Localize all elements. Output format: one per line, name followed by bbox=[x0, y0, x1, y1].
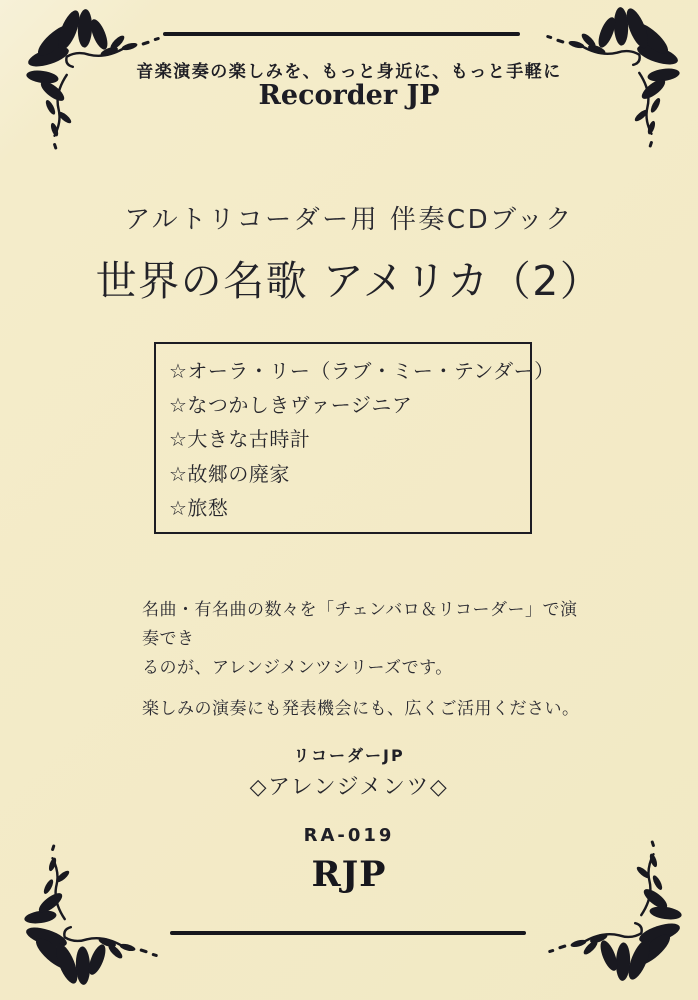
description-line: 名曲・有名曲の数々を「チェンバロ＆リコーダー」で演奏でき bbox=[142, 600, 578, 649]
catalog-number: RA-019 bbox=[303, 825, 395, 846]
song-item: ☆故郷の廃家 bbox=[169, 461, 290, 486]
description-paragraph-2: 楽しみの演奏にも発表機会にも、広くご活用ください。 bbox=[142, 699, 580, 719]
series-name: ◇アレンジメンツ◇ bbox=[249, 775, 449, 800]
song-item: ☆なつかしきヴァージニア bbox=[169, 393, 413, 418]
main-title: 世界の名歌 アメリカ（2） bbox=[95, 257, 603, 305]
description-block bbox=[142, 596, 592, 724]
brand-logotype: Recorder JP bbox=[258, 80, 440, 111]
description-line: るのが、アレンジメンツシリーズです。 bbox=[142, 658, 453, 678]
song-item: ☆大きな古時計 bbox=[169, 427, 311, 452]
publisher-logo: RJP bbox=[311, 854, 387, 895]
description-paragraph-1 bbox=[142, 596, 592, 683]
tagline: 音楽演奏の楽しみを、もっと身近に、もっと手軽に bbox=[136, 62, 562, 82]
song-item: ☆旅愁 bbox=[169, 496, 229, 521]
song-list-box bbox=[154, 342, 555, 534]
top-rule bbox=[163, 32, 520, 36]
category-subtitle: アルトリコーダー用 伴奏CDブック bbox=[124, 205, 574, 235]
footer-brand: リコーダーJP bbox=[293, 746, 405, 765]
song-item: ☆オーラ・リー（ラブ・ミー・テンダー） bbox=[169, 358, 555, 383]
bottom-rule bbox=[170, 931, 526, 935]
